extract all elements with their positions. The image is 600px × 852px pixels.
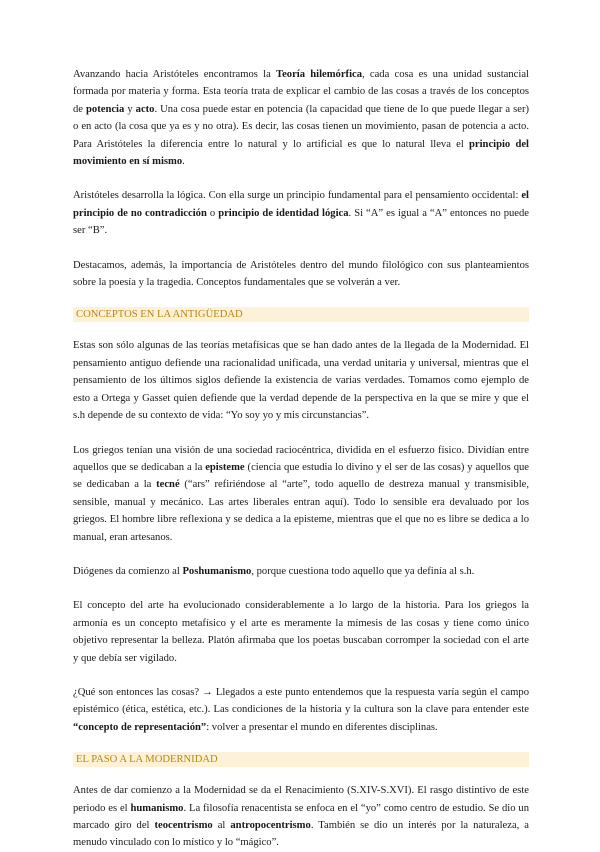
paragraph-teorias-metafisicas: Estas son sólo algunas de las teorías metafísicas que se han dado antes de la llegada de la Modernidad. El pensamiento antiguo defiende una racionalidad unificada, una verdad unitaria y universal, mientras que el pensamiento de los últimos siglos defiende la existencia de varias verdades. Tomamos como ejemplo de esto a Ortega y Gasset quien defiende que la verdad depende de la perspectiva en la que se mire y que el s.h depende de su contexto de vida: “Yo soy yo y mis circunstancias”. [73, 340, 529, 422]
paragraph-griegos: Los griegos tenían una visión de una sociedad raciocéntrica, dividida en el esfuerzo físico. Dividían entre aquellos que se dedicaban a la episteme (ciencia que estudia lo divino y el ser de las cosas) y aquellos que se dedicaban a la tecné (“ars” refiriéndose al “arte”, todo aquello de destreza manual y transmisible, sensible, manual y mecánico. Las artes liberales entran aquí). Todo lo sensible era devaluado por los griegos. El hombre libre reflexiona y se dedica a la episteme, mientras que el que no es libre se dedica a lo manual, eran artesanos. [73, 444, 529, 543]
paragraph-filologico: Destacamos, además, la importancia de Aristóteles dentro del mundo filológico con sus planteamientos sobre la poesía y la tragedia. Conceptos fundamentales que se volverán a ver. [73, 259, 529, 289]
paragraph-representacion: ¿Qué son entonces las cosas? → Llegados a este punto entendemos que la respuesta varía según el campo epistémico (ética, estética, etc.). Las condiciones de la historia y la cultura son la clave para entender este “concepto de representación”: volver a presentar el mundo en diferentes disciplinas. [73, 686, 529, 733]
term-antropocentrismo: antropocentrismo [230, 820, 311, 831]
term-humanismo: humanismo [130, 802, 184, 814]
term-acto: acto [135, 103, 155, 115]
heading-conceptos-antiguedad: CONCEPTOS EN LA ANTIGÜEDAD [73, 307, 529, 322]
term-identidad-logica: principio de identidad lógica [218, 207, 349, 219]
term-principio-movimiento: principio del movimiento en sí mismo [73, 138, 529, 168]
term-teoria-hilemorfica: Teoría hilemórfica [276, 69, 363, 80]
term-teocentrismo: teocentrismo [154, 820, 213, 831]
paragraph-hilemorfica: Avanzando hacia Aristóteles encontramos la Teoría hilemórfica, cada cosa es una unidad sustancial formada por materia y forma. Esta teoría trata de explicar el cambio de las cosas a través de los conceptos de potencia y acto. Una cosa puede estar en potencia (la capacidad que tiene de lo que puede llegar a ser) o en acto (la cosa que ya es y no otra). Es decir, las cosas tienen un movimiento, pasan de potencia a acto. Para Aristóteles la diferencia entre lo natural y lo artificial es que lo natural lleva el principio del movimiento en sí mismo. [73, 69, 530, 168]
paragraph-renacimiento: Antes de dar comienzo a la Modernidad se da el Renacimiento (S.XIV-S.XVI). El rasgo distintivo de este periodo es el humanismo. La filosofía renacentista se enfoca en el “yo” como centro de estudio. Se dio un marcado giro del teocentrismo al antropocentrismo. También se dio un interés por la naturaleza, a menudo vinculado con lo místico y lo “mágico”. [73, 785, 529, 849]
term-potencia: potencia [86, 103, 125, 115]
term-no-contradiccion: el principio de no contradicción [73, 190, 529, 219]
term-concepto-representacion: “concepto de representación” [73, 721, 207, 733]
term-tecne: tecné [156, 479, 180, 491]
term-episteme: episteme [205, 461, 245, 473]
term-poshumanismo: Poshumanismo [182, 565, 252, 577]
heading-paso-modernidad: EL PASO A LA MODERNIDAD [73, 752, 529, 767]
document-page [73, 66, 529, 852]
paragraph-diogenes: Diógenes da comienzo al Poshumanismo, porque cuestiona todo aquello que ya definía al s.h. [73, 565, 475, 577]
paragraph-concepto-arte: El concepto del arte ha evolucionado considerablemente a lo largo de la historia. Para los griegos la armonía es un concepto metafísico y el arte es meramente la mímesis de las cosas y tiene como único objetivo representar la belleza. Platón afirmaba que los poetas buscaban corromper la sociedad con el arte y que debía ser vigilado. [73, 600, 529, 664]
paragraph-logica: Aristóteles desarrolla la lógica. Con ella surge un principio fundamental para el pensamiento occidental: el principio de no contradicción o principio de identidad lógica. Si “A” es igual a “A” entonces no puede ser “B”. [73, 190, 529, 237]
